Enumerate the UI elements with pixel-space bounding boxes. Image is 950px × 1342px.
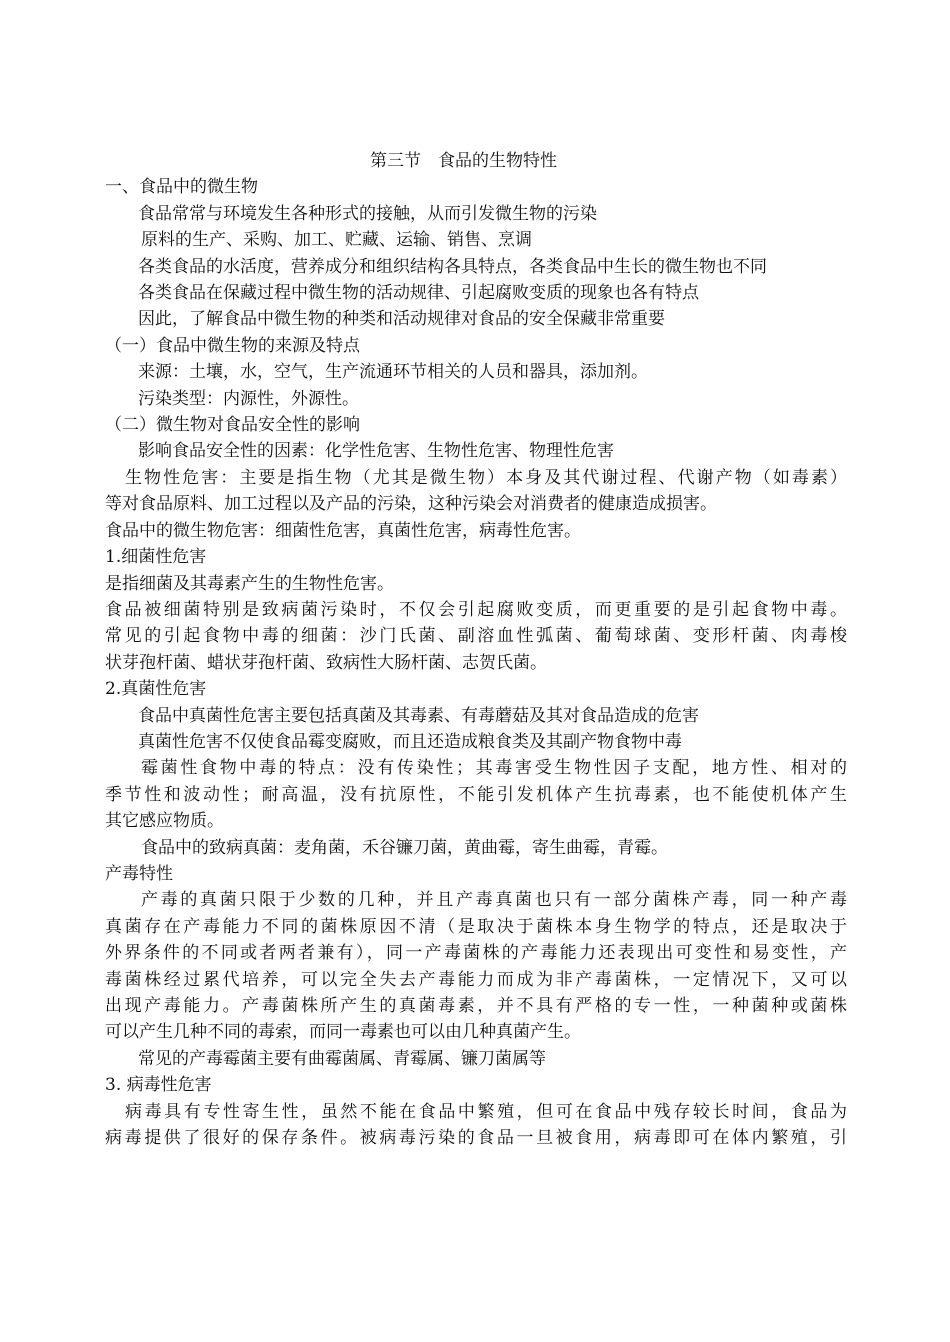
subheading-safety-impact: （二）微生物对食品安全性的影响 bbox=[105, 415, 360, 436]
paragraph-line: 状芽孢杆菌、蜡状芽孢杆菌、致病性大肠杆菌、志贺氏菌。 bbox=[105, 652, 547, 673]
paragraph-line: 常见的引起食物中毒的细菌：沙门氏菌、副溶血性弧菌、葡萄球菌、变形杆菌、肉毒梭 bbox=[105, 626, 847, 647]
paragraph-line: 真菌存在产毒能力不同的菌株原因不清（是取决于菌株本身生物学的特点，还是取决于 bbox=[105, 916, 847, 937]
document-body bbox=[105, 148, 847, 1151]
paragraph-line: 食品中的微生物危害：细菌性危害，真菌性危害，病毒性危害。 bbox=[105, 520, 581, 541]
paragraph-line: 季节性和波动性；耐高温，没有抗原性，不能引发机体产生抗毒素，也不能使机体产生 bbox=[105, 784, 847, 805]
paragraph-line: 因此，了解食品中微生物的种类和活动规律对食品的安全保藏非常重要 bbox=[138, 309, 665, 330]
paragraph-line: 各类食品的水活度，营养成分和组织结构各具特点，各类食品中生长的微生物也不同 bbox=[138, 256, 767, 277]
paragraph-line: 其它感应物质。 bbox=[105, 811, 224, 832]
paragraph-line: 等对食品原料、加工过程以及产品的污染，这种污染会对消费者的健康造成损害。 bbox=[105, 494, 717, 515]
heading-toxin-production: 产毒特性 bbox=[105, 863, 173, 884]
paragraph-line: 各类食品在保藏过程中微生物的活动规律、引起腐败变质的现象也各有特点 bbox=[138, 283, 699, 304]
paragraph-line: 原料的生产、采购、加工、贮藏、运输、销售、烹调 bbox=[141, 230, 532, 251]
paragraph-line: 生物性危害：主要是指生物（尤其是微生物）本身及其代谢过程、代谢产物（如毒素） bbox=[125, 467, 847, 488]
paragraph-line: 外界条件的不同或者两者兼有），同一产毒菌株的产毒能力还表现出可变性和易变性，产 bbox=[105, 943, 847, 964]
paragraph-line: 污染类型：内源性，外源性。 bbox=[138, 388, 359, 409]
heading-viral-hazard: 3. 病毒性危害 bbox=[105, 1075, 212, 1096]
paragraph-line: 常见的产毒霉菌主要有曲霉菌属、青霉属、镰刀菌属等 bbox=[138, 1048, 546, 1069]
paragraph-line: 病毒具有专性寄生性，虽然不能在食品中繁殖，但可在食品中残存较长时间，食品为 bbox=[125, 1101, 847, 1122]
paragraph-line: 霉菌性食物中毒的特点：没有传染性；其毒害受生物性因子支配，地方性、相对的 bbox=[141, 758, 847, 779]
heading-bacterial-hazard: 1.细菌性危害 bbox=[105, 547, 207, 568]
paragraph-line: 影响食品安全性的因素：化学性危害、生物性危害、物理性危害 bbox=[138, 441, 614, 462]
paragraph-line: 真菌性危害不仅使食品霉变腐败，而且还造成粮食类及其副产物食物中毒 bbox=[138, 731, 682, 752]
heading-microbes-in-food: 一、食品中的微生物 bbox=[105, 177, 258, 198]
heading-fungal-hazard: 2.真菌性危害 bbox=[105, 679, 207, 700]
paragraph-line: 食品常常与环境发生各种形式的接触，从而引发微生物的污染 bbox=[138, 203, 597, 224]
paragraph-line: 可以产生几种不同的毒索，而同一毒素也可以由几种真菌产生。 bbox=[105, 1022, 581, 1043]
subheading-sources: （一）食品中微生物的来源及特点 bbox=[105, 335, 360, 356]
paragraph-line: 食品中真菌性危害主要包括真菌及其毒素、有毒蘑菇及其对食品造成的危害 bbox=[138, 705, 699, 726]
paragraph-line: 病毒提供了很好的保存条件。被病毒污染的食品一旦被食用，病毒即可在体内繁殖，引 bbox=[105, 1128, 847, 1149]
paragraph-line: 来源：土壤，水，空气，生产流通环节相关的人员和器具，添加剂。 bbox=[138, 362, 648, 383]
paragraph-line: 出现产毒能力。产毒菌株所产生的真菌毒素，并不具有严格的专一性，一种菌种或菌株 bbox=[105, 996, 847, 1016]
section-title: 第三节 食品的生物特性 bbox=[370, 151, 557, 171]
paragraph-line: 是指细菌及其毒素产生的生物性危害。 bbox=[105, 573, 394, 594]
paragraph-line: 产毒的真菌只限于少数的几种，并且产毒真菌也只有一部分菌株产毒，同一种产毒 bbox=[141, 890, 847, 911]
paragraph-line: 食品被细菌特别是致病菌污染时，不仅会引起腐败变质，而更重要的是引起食物中毒。 bbox=[105, 599, 847, 620]
paragraph-line: 食品中的致病真菌：麦角菌，禾谷镰刀菌，黄曲霉，寄生曲霉，青霉。 bbox=[141, 837, 668, 858]
paragraph-line: 毒菌株经过累代培养，可以完全失去产毒能力而成为非产毒菌株，一定情况下，又可以 bbox=[105, 969, 847, 990]
